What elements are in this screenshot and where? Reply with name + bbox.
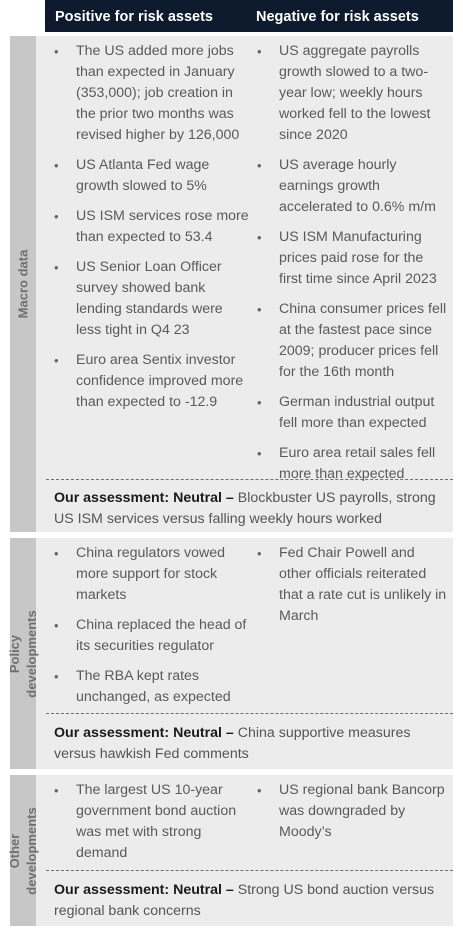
list-item: • The US added more jobs than expected in January (353,000); job creation in the prior two months was revised higher by 126,000	[54, 43, 240, 143]
bullet-icon: •	[54, 209, 59, 224]
positive-list	[54, 543, 250, 717]
assessment: Our assessment: Neutral – Blockbuster US payrolls, strong US ISM services versus falling weekly hours worked	[54, 490, 436, 527]
section-label-bar	[7, 775, 39, 926]
negative-list	[257, 41, 447, 494]
list-item: • US ISM Manufacturing prices paid rose for the first time since April 2023	[257, 229, 437, 287]
section-label-bar	[10, 36, 36, 532]
negative-column-header: Negative for risk assets	[256, 9, 419, 25]
list-item: • The RBA kept rates unchanged, as expected	[54, 668, 231, 705]
bullet-icon: •	[54, 44, 59, 59]
section-label: Macro data	[15, 249, 31, 319]
section-policy-developments	[7, 538, 453, 769]
section-macro-data	[10, 36, 453, 532]
assessment: Our assessment: Neutral – China supportive measures versus hawkish Fed comments	[54, 725, 411, 762]
bullet-icon: •	[257, 302, 262, 317]
positive-column-header: Positive for risk assets	[55, 9, 213, 25]
positive-list	[54, 780, 250, 873]
assessment: Our assessment: Neutral – Strong US bond auction versus regional bank concerns	[54, 882, 435, 919]
list-item: • US Senior Loan Officer survey showed bank lending standards were less tight in Q4 23	[54, 259, 223, 338]
section-other-developments	[7, 775, 453, 926]
bullet-icon: •	[257, 230, 262, 245]
divider	[46, 479, 453, 480]
list-item: • US regional bank Bancorp was downgraded by Moody’s	[257, 782, 445, 840]
section-label-bar	[7, 538, 39, 769]
divider	[46, 713, 453, 714]
bullet-icon: •	[54, 353, 59, 368]
bullet-icon: •	[54, 669, 59, 684]
negative-list	[257, 780, 447, 852]
bullet-icon: •	[54, 546, 59, 561]
list-item: • US ISM services rose more than expected to 53.4	[54, 208, 249, 245]
bullet-icon: •	[54, 618, 59, 633]
section-label: Policy developments	[7, 609, 39, 698]
list-item: • US average hourly earnings growth accelerated to 0.6% m/m	[257, 157, 436, 215]
list-item: • US Atlanta Fed wage growth slowed to 5%	[54, 157, 210, 194]
bullet-icon: •	[257, 44, 262, 59]
divider	[46, 870, 453, 871]
bullet-icon: •	[257, 395, 262, 410]
list-item: • Euro area retail sales fell more than expected	[257, 445, 436, 482]
positive-list	[54, 41, 250, 422]
bullet-icon: •	[257, 783, 262, 798]
table-header	[45, 0, 453, 32]
bullet-icon: •	[54, 783, 59, 798]
list-item: • The largest US 10-year government bond auction was met with strong demand	[54, 782, 237, 861]
list-item: • German industrial output fell more than expected	[257, 394, 435, 431]
list-item: • China regulators vowed more support for stock markets	[54, 545, 226, 603]
negative-list	[257, 543, 447, 636]
bullet-icon: •	[257, 158, 262, 173]
bullet-icon: •	[54, 158, 59, 173]
list-item: • Euro area Sentix investor confidence improved more than expected to -12.9	[54, 352, 244, 410]
list-item: • Fed Chair Powell and other officials reiterated that a rate cut is unlikely in March	[257, 545, 447, 624]
list-item: • China replaced the head of its securities regulator	[54, 617, 247, 654]
bullet-icon: •	[257, 446, 262, 461]
section-label: Other developments	[7, 806, 39, 895]
bullet-icon: •	[257, 546, 262, 561]
bullet-icon: •	[54, 260, 59, 275]
list-item: • China consumer prices fell at the fastest pace since 2009; producer prices fell for the 16th month	[257, 301, 447, 380]
list-item: • US aggregate payrolls growth slowed to a two-year low; weekly hours worked fell to the lowest since 2020	[257, 43, 431, 143]
